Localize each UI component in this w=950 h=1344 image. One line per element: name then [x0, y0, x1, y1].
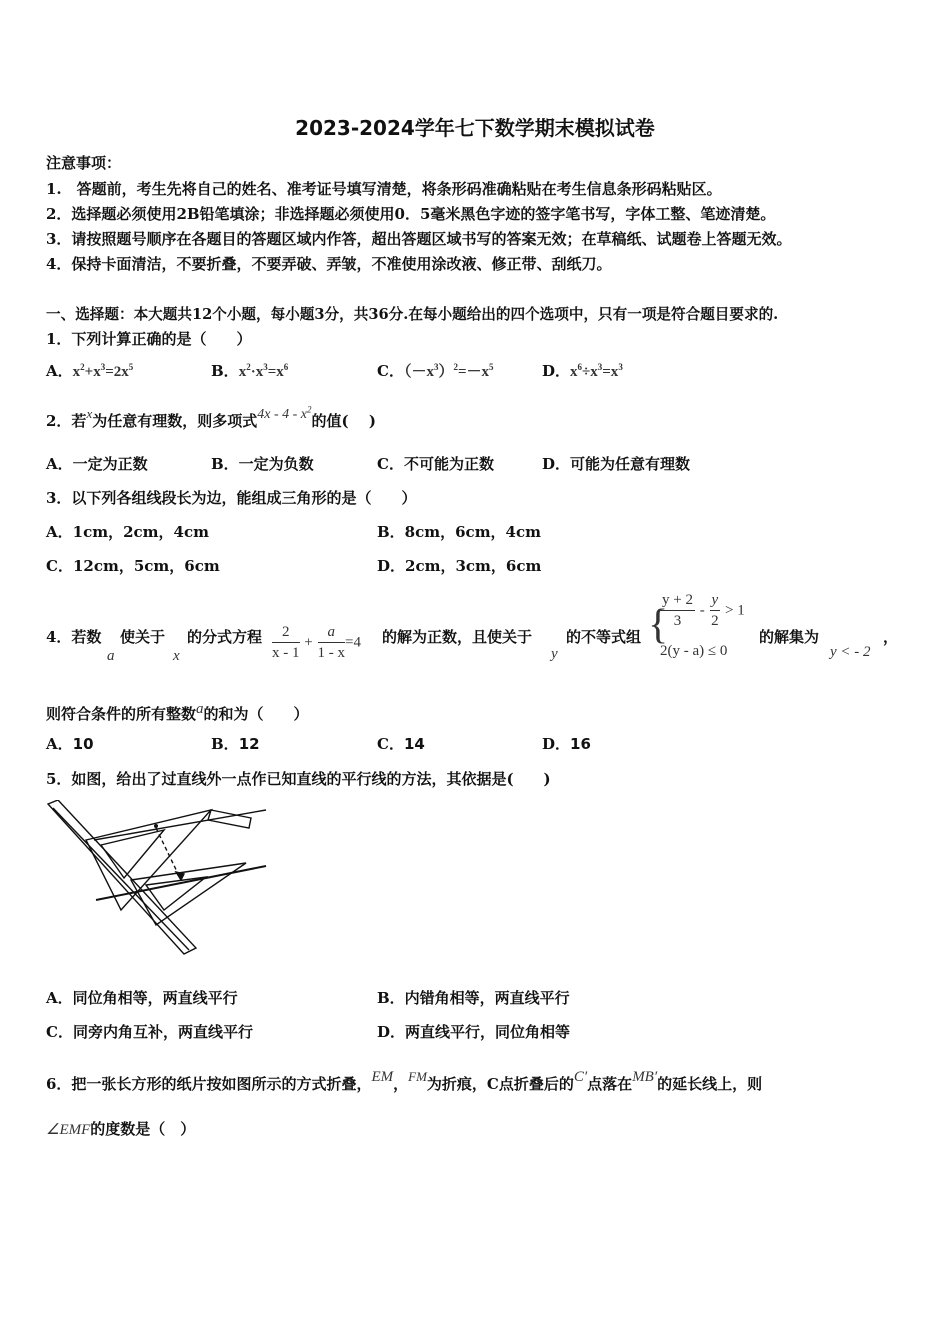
q4-var-x: x — [173, 648, 180, 664]
q1-option-d: D．$x^6\div x^3=x^3$ — [542, 362, 623, 380]
q4-text-4: 的解为正数，且使关于 — [382, 628, 533, 646]
q3-option-a: A．1cm，2cm，4cm — [46, 523, 209, 541]
q1-option-c: C．$(-x^3)^2=-x^5$ — [377, 362, 494, 380]
q4-text-5: 的不等式组 — [566, 628, 642, 646]
q3-option-d: D．2cm，3cm，6cm — [377, 557, 542, 575]
q4-option-d: D．16 — [542, 735, 591, 753]
notice-item-4: 4．保持卡面清洁，不要折叠，不要弄破、弄皱，不准使用涂改液、修正带、刮纸刀。 — [46, 255, 612, 273]
q4-option-a: A．10 — [46, 735, 94, 753]
q2-option-d: D．可能为任意有理数 — [542, 455, 691, 473]
section-heading: 一、选择题：本大题共12个小题，每小题3分，共36分.在每小题给出的四个选项中，只有一项是符合题目要求的. — [46, 306, 779, 323]
q6-stem-2: ∠EMF的度数是（ ） — [46, 1120, 196, 1138]
notice-item-2: 2．选择题必须使用2B铅笔填涂；非选择题必须使用0．5毫米黑色字迹的签字笔书写，字体工整、笔迹清楚。 — [46, 205, 776, 223]
q1-option-b: B．$x^2\cdot x^3=x^6$ — [211, 362, 289, 380]
q6-stem: 6．把一张长方形的纸片按如图所示的方式折叠，EM，FM为折痕，C点折叠后的C′点落在MB′的延长线上，则 — [46, 1069, 763, 1093]
q1-stem: 1．下列计算正确的是（ ） — [46, 330, 252, 348]
q2-stem: 2．若x为任意有理数，则多项式$4x - 4 - x^2$的值( ) — [46, 404, 376, 430]
q4-var-a: a — [107, 648, 115, 664]
q4-comma: ， — [883, 628, 899, 646]
q5-stem: 5．如图，给出了过直线外一点作已知直线的平行线的方法，其依据是( ) — [46, 770, 551, 788]
q4-brace: { — [648, 602, 669, 648]
q2-option-b: B．一定为负数 — [211, 455, 314, 473]
q3-stem: 3．以下列各组线段长为边，能组成三角形的是（ ） — [46, 489, 417, 507]
q4-text-3: 的分式方程 — [187, 628, 263, 646]
notice-item-1: 1. 答题前，考生先将自己的姓名、准考证号填写清楚，将条形码准确粘贴在考生信息条形码粘贴区。 — [46, 180, 722, 198]
q4-var-y: y — [551, 646, 558, 662]
notice-item-3: 3．请按照题号顺序在各题目的答题区域内作答，超出答题区域书写的答案无效；在草稿纸、试题卷上答题无效。 — [46, 230, 792, 248]
q2-option-a: A．一定为正数 — [46, 455, 148, 473]
q4-option-b: B．12 — [211, 735, 260, 753]
q3-option-b: B．8cm，6cm，4cm — [377, 523, 542, 541]
q1-option-a: A．$x^2+x^3=2x^5$ — [46, 362, 134, 380]
q4-option-c: C．14 — [377, 735, 425, 753]
q4-line-2: 则符合条件的所有整数a的和为（ ） — [46, 701, 309, 723]
q4-solution: y < - 2 — [830, 644, 871, 660]
q4-text-2: 使关于 — [120, 628, 166, 646]
q2-option-c: C．不可能为正数 — [377, 455, 494, 473]
q3-option-c: C．12cm，5cm，6cm — [46, 557, 220, 575]
page-title: 2023-2024学年七下数学期末模拟试卷 — [295, 116, 655, 140]
q5-option-a: A．同位角相等，两直线平行 — [46, 989, 238, 1007]
q4-inequality-1: $\frac{y + 2}{3}$ - $\frac{y}{2}$ > 1 — [662, 592, 745, 629]
q4-text-1: 4．若数 — [46, 628, 102, 646]
q5-figure — [46, 800, 271, 960]
q4-text-6: 的解集为 — [759, 628, 820, 646]
q5-option-c: C．同旁内角互补，两直线平行 — [46, 1023, 253, 1041]
q4-equation: $\frac{2}{x - 1}$ + $\frac{a}{1 - x}$ =4 — [272, 624, 361, 661]
notice-heading: 注意事项： — [46, 154, 122, 172]
q5-option-b: B．内错角相等，两直线平行 — [377, 989, 570, 1007]
q5-option-d: D．两直线平行，同位角相等 — [377, 1023, 571, 1041]
q4-inequality-2: 2(y - a) ≤ 0 — [660, 643, 728, 659]
